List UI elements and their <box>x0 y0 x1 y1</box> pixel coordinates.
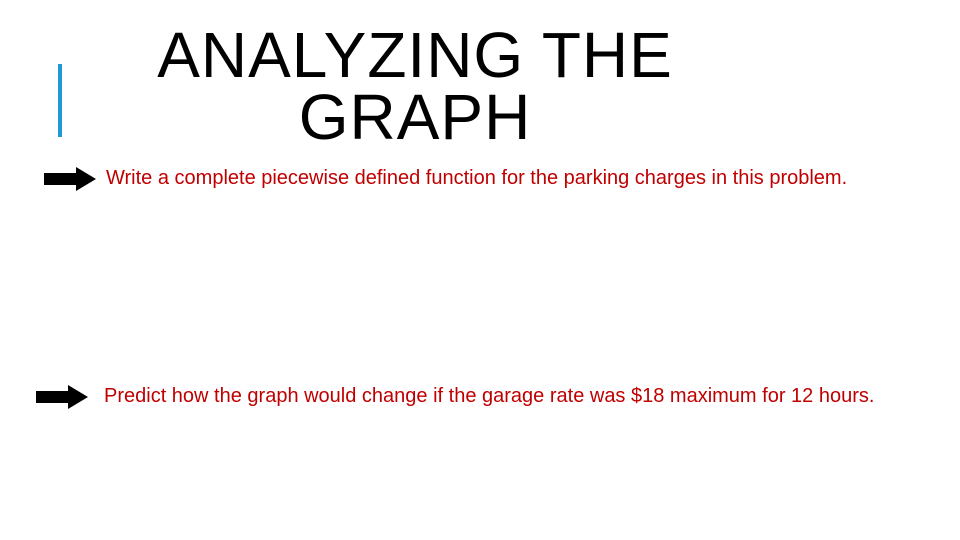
bullet-text-1: Write a complete piecewise defined function for the parking charges in this problem. <box>106 167 848 189</box>
bullet-item-2 <box>36 382 926 410</box>
arrow-right-icon <box>44 166 96 192</box>
bullet-item-1 <box>44 164 904 192</box>
slide-title <box>150 19 680 153</box>
title-accent-bar <box>58 64 62 137</box>
slide-title-line-2: GRAPH <box>298 81 532 153</box>
bullet-text-2: Predict how the graph would change if the garage rate was $18 maximum for 12 hours. <box>104 385 875 407</box>
slide-title-line-1: ANALYZING THE <box>157 19 673 91</box>
arrow-right-icon <box>36 384 88 410</box>
